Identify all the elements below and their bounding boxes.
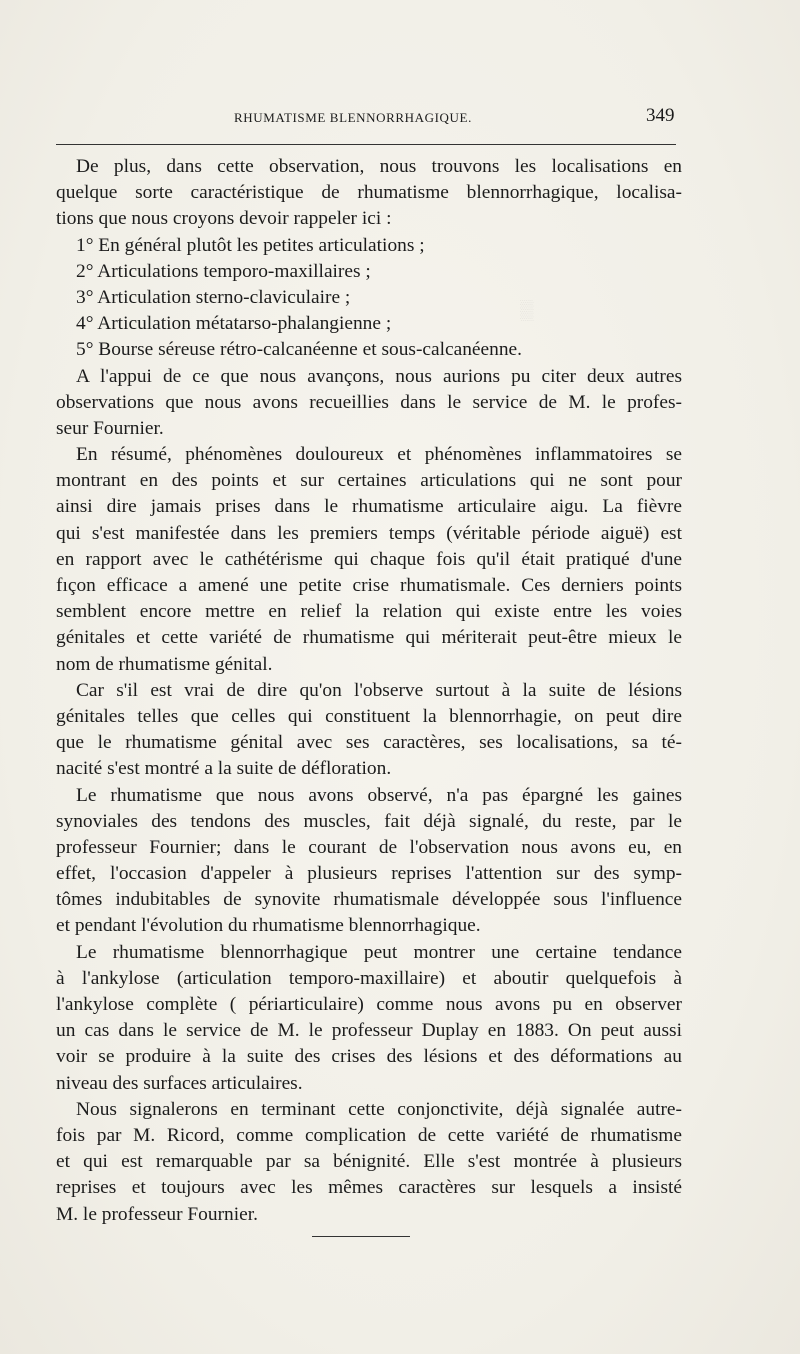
page-number: 349 — [646, 105, 675, 126]
text-line: En résumé, phénomènes douloureux et phénomènes inflammatoires se — [76, 444, 682, 466]
list-item: 3° Articulation sterno-claviculaire ; — [76, 286, 351, 308]
text-line: observations que nous avons recueillies dans le service de M. le profes- — [56, 391, 682, 413]
text-line: A l'appui de ce que nous avançons, nous aurions pu citer deux autres — [76, 365, 682, 387]
text-line: génitales telles que celles qui constituent la blennorrhagie, on peut dire — [56, 705, 682, 727]
text-line: niveau des surfaces articulaires. — [56, 1072, 303, 1094]
text-line: et pendant l'évolution du rhumatisme blennorrhagique. — [56, 915, 481, 937]
text-line: fois par M. Ricord, comme complication de cette variété de rhumatisme — [56, 1124, 682, 1146]
list-item: 1° En général plutôt les petites articulations ; — [76, 234, 425, 256]
text-line: effet, l'occasion d'appeler à plusieurs reprises l'attention sur des symp- — [56, 863, 682, 885]
text-line: montrant en des points et sur certaines articulations qui ne sont pour — [56, 470, 682, 492]
text-line: que le rhumatisme génital avec ses caractères, ses localisations, sa té- — [56, 732, 682, 754]
text-line: fıçon efficace a amené une petite crise rhumatismale. Ces derniers points — [56, 575, 682, 596]
text-line: et qui est remarquable par sa bénignité. Elle s'est montrée à plusieurs — [56, 1151, 682, 1173]
text-line: Nous signalerons en terminant cette conjonctivite, déjà signalée autre- — [76, 1098, 682, 1120]
text-line: Le rhumatisme que nous avons observé, n'a pas épargné les gaines — [76, 784, 682, 806]
running-head: RHUMATISME BLENNORRHAGIQUE. — [234, 110, 472, 125]
text-line: nom de rhumatisme génital. — [56, 653, 273, 675]
text-line: en rapport avec le cathétérisme qui chaque fois qu'il était pratiqué d'une — [56, 548, 682, 570]
text-line: nacité s'est montré a la suite de défloration. — [56, 758, 392, 780]
text-line: professeur Fournier; dans le courant de l'observation nous avons eu, en — [56, 836, 682, 858]
end-rule — [312, 1236, 410, 1237]
list-item: 2° Articulations temporo-maxillaires ; — [76, 260, 371, 282]
text-line: à l'ankylose (articulation temporo-maxillaire) et aboutir quelquefois à — [56, 967, 682, 989]
body-text — [56, 154, 682, 1228]
show-through-ink: ▒ — [520, 300, 534, 321]
text-line: synoviales des tendons des muscles, fait déjà signalé, du reste, par le — [56, 810, 682, 832]
text-line: génitales et cette variété de rhumatisme qui mériterait peut-être mieux le — [56, 627, 682, 649]
text-line: l'ankylose complète ( périarticulaire) comme nous avons pu en observer — [56, 994, 682, 1015]
text-line: un cas dans le service de M. le professeur Duplay en 1883. On peut aussi — [56, 1020, 682, 1042]
text-line: semblent encore mettre en relief la relation qui existe entre les voies — [56, 601, 682, 623]
list-item: 4° Articulation métatarso-phalangienne ; — [76, 313, 392, 335]
header-rule — [56, 144, 676, 145]
text-line: ainsi dire jamais prises dans le rhumatisme articulaire aigu. La fièvre — [56, 496, 682, 518]
text-line: Le rhumatisme blennorrhagique peut montrer une certaine tendance — [76, 941, 682, 963]
text-line: tions que nous croyons devoir rappeler ici : — [56, 208, 392, 230]
text-line: qui s'est manifestée dans les premiers temps (véritable période aiguë) est — [56, 522, 682, 544]
text-line: voir se produire à la suite des crises des lésions et des déformations au — [56, 1046, 682, 1068]
text-line: M. le professeur Fournier. — [56, 1203, 258, 1225]
text-line: De plus, dans cette observation, nous trouvons les localisations en — [76, 156, 682, 177]
text-line: reprises et toujours avec les mêmes caractères sur lesquels a insisté — [56, 1177, 682, 1199]
text-line: Car s'il est vrai de dire qu'on l'observe surtout à la suite de lésions — [76, 679, 682, 701]
list-item: 5° Bourse séreuse rétro-calcanéenne et sous-calcanéenne. — [76, 339, 522, 361]
text-line: seur Fournier. — [56, 417, 164, 439]
text-line: quelque sorte caractéristique de rhumatisme blennorrhagique, localisa- — [56, 182, 682, 204]
text-line: tômes indubitables de synovite rhumatismale développée sous l'influence — [56, 889, 682, 911]
